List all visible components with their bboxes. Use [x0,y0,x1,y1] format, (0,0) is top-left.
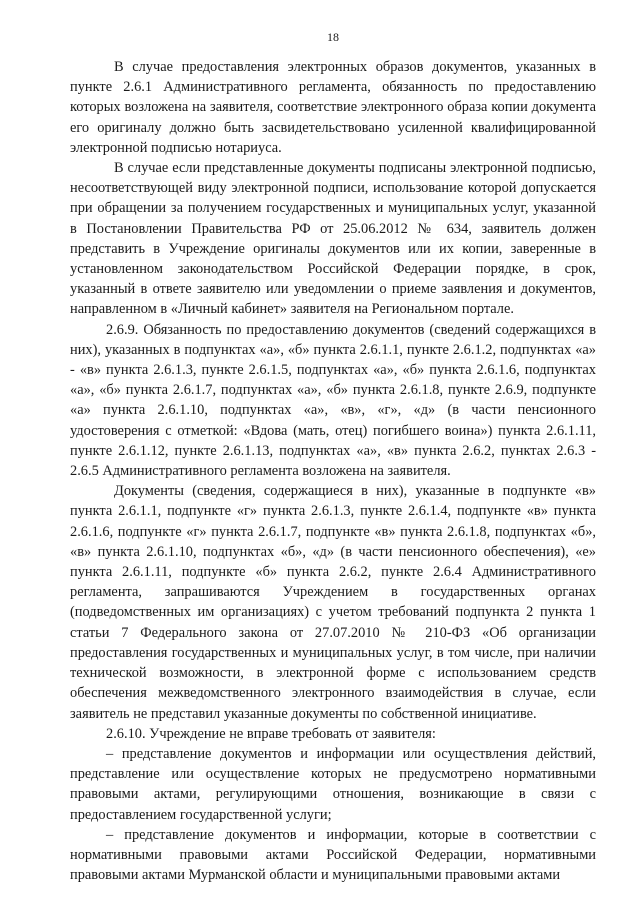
paragraph-electronic-images: В случае предоставления электронных образов документов, указанных в пункте 2.6.1 Административного регламента, обязанность по предоставлению которых возложена на заявителя, соответствие электронного образа копии документа его оригиналу должно быть засвидетельствовано усиленной квалифицированной электронной подписью нотариуса. [70,59,596,156]
paragraph-electronic-signature: В случае если представленные документы подписаны электронной подписью, несоответствующей виду электронной подписи, использование которой допускается при обращении за получением государственных и муниципальных услуг, указанной в Постановлении Правительства РФ от 25.06.2012 № 634, заявитель должен представить в Учреждение оригиналы документов или их копии, заверенные в установленном законодательством Российской Федерации порядке, в срок, указанный в ответе заявителю или уведомлении о приеме заявления и документов, направленном в «Личный кабинет» заявителя на Региональном портале. [70,160,596,318]
paragraph-2-6-9: 2.6.9. Обязанность по предоставлению документов (сведений содержащихся в них), указанных в подпунктах «а», «б» пункта 2.6.1.1, пункте 2.6.1.2, подпунктах «а» - «в» пункта 2.6.1.3, пункте 2.6.1.5, подпунктах «а», «б» пункта 2.6.1.6, подпунктах «а», «б» пункта 2.6.1.7, подпунктах «а», «б» пункта 2.6.1.8, пункте 2.6.9, подпункте «а» пункта 2.6.1.10, подпунктах «а», «в», «г», «д» (в части пенсионного удостоверения с отметкой: «Вдова (мать, отец) погибшего воина») пункта 2.6.1.11, пункте 2.6.1.12, пункте 2.6.1.13, подпунктах «а», «в» пункта 2.6.2, пунктах 2.6.3 - 2.6.5 Административного регламента возложена на заявителя. [70,321,596,480]
paragraph-2-6-10: 2.6.10. Учреждение не вправе требовать от заявителя: [106,725,436,742]
paragraph-requested-documents: Документы (сведения, содержащиеся в них), указанные в подпункте «в» пункта 2.6.1.1, подпункте «г» пункта 2.6.1.3, пункте 2.6.1.4, подпункте «в» пункта 2.6.1.6, подпункте «г» пункта 2.6.1.7, подпункте «в» пункта 2.6.1.8, подпунктах «б», «в» пункта 2.6.1.10, подпунктах «б», «д» (в части пенсионного обеспечения), «е» пункта 2.6.1.11, подпункте «б» пункта 2.6.2, пункте 2.6.4 Административного регламента, запрашиваются Учреждением в государственных органах (подведомственных им организациях) с учетом требований подпункта 2 пункта 1 статьи 7 Федерального закона от 27.07.2010 № 210-ФЗ «Об организации предоставления государственных и муниципальных услуг, в том числе, при наличии технической возможности, в электронной форме с использованием средств обеспечения межведомственного электронного взаимодействия в случае, если заявитель не представил указанные документы по собственной инициативе. [70,483,596,722]
page-number: 18 [327,30,339,44]
list-item-not-required-documents: – представление документов и информации, которые в соответствии с нормативными правовыми актами Российской Федерации, нормативными правовыми актами Мурманской области и муниципальными правовыми актами [70,826,596,884]
list-item-not-required-actions: – представление документов и информации или осуществления действий, представление или осуществление которых не предусмотрено нормативными правовыми актами, регулирующими отношения, возникающие в связи с предоставлением государственной услуги; [70,745,596,823]
